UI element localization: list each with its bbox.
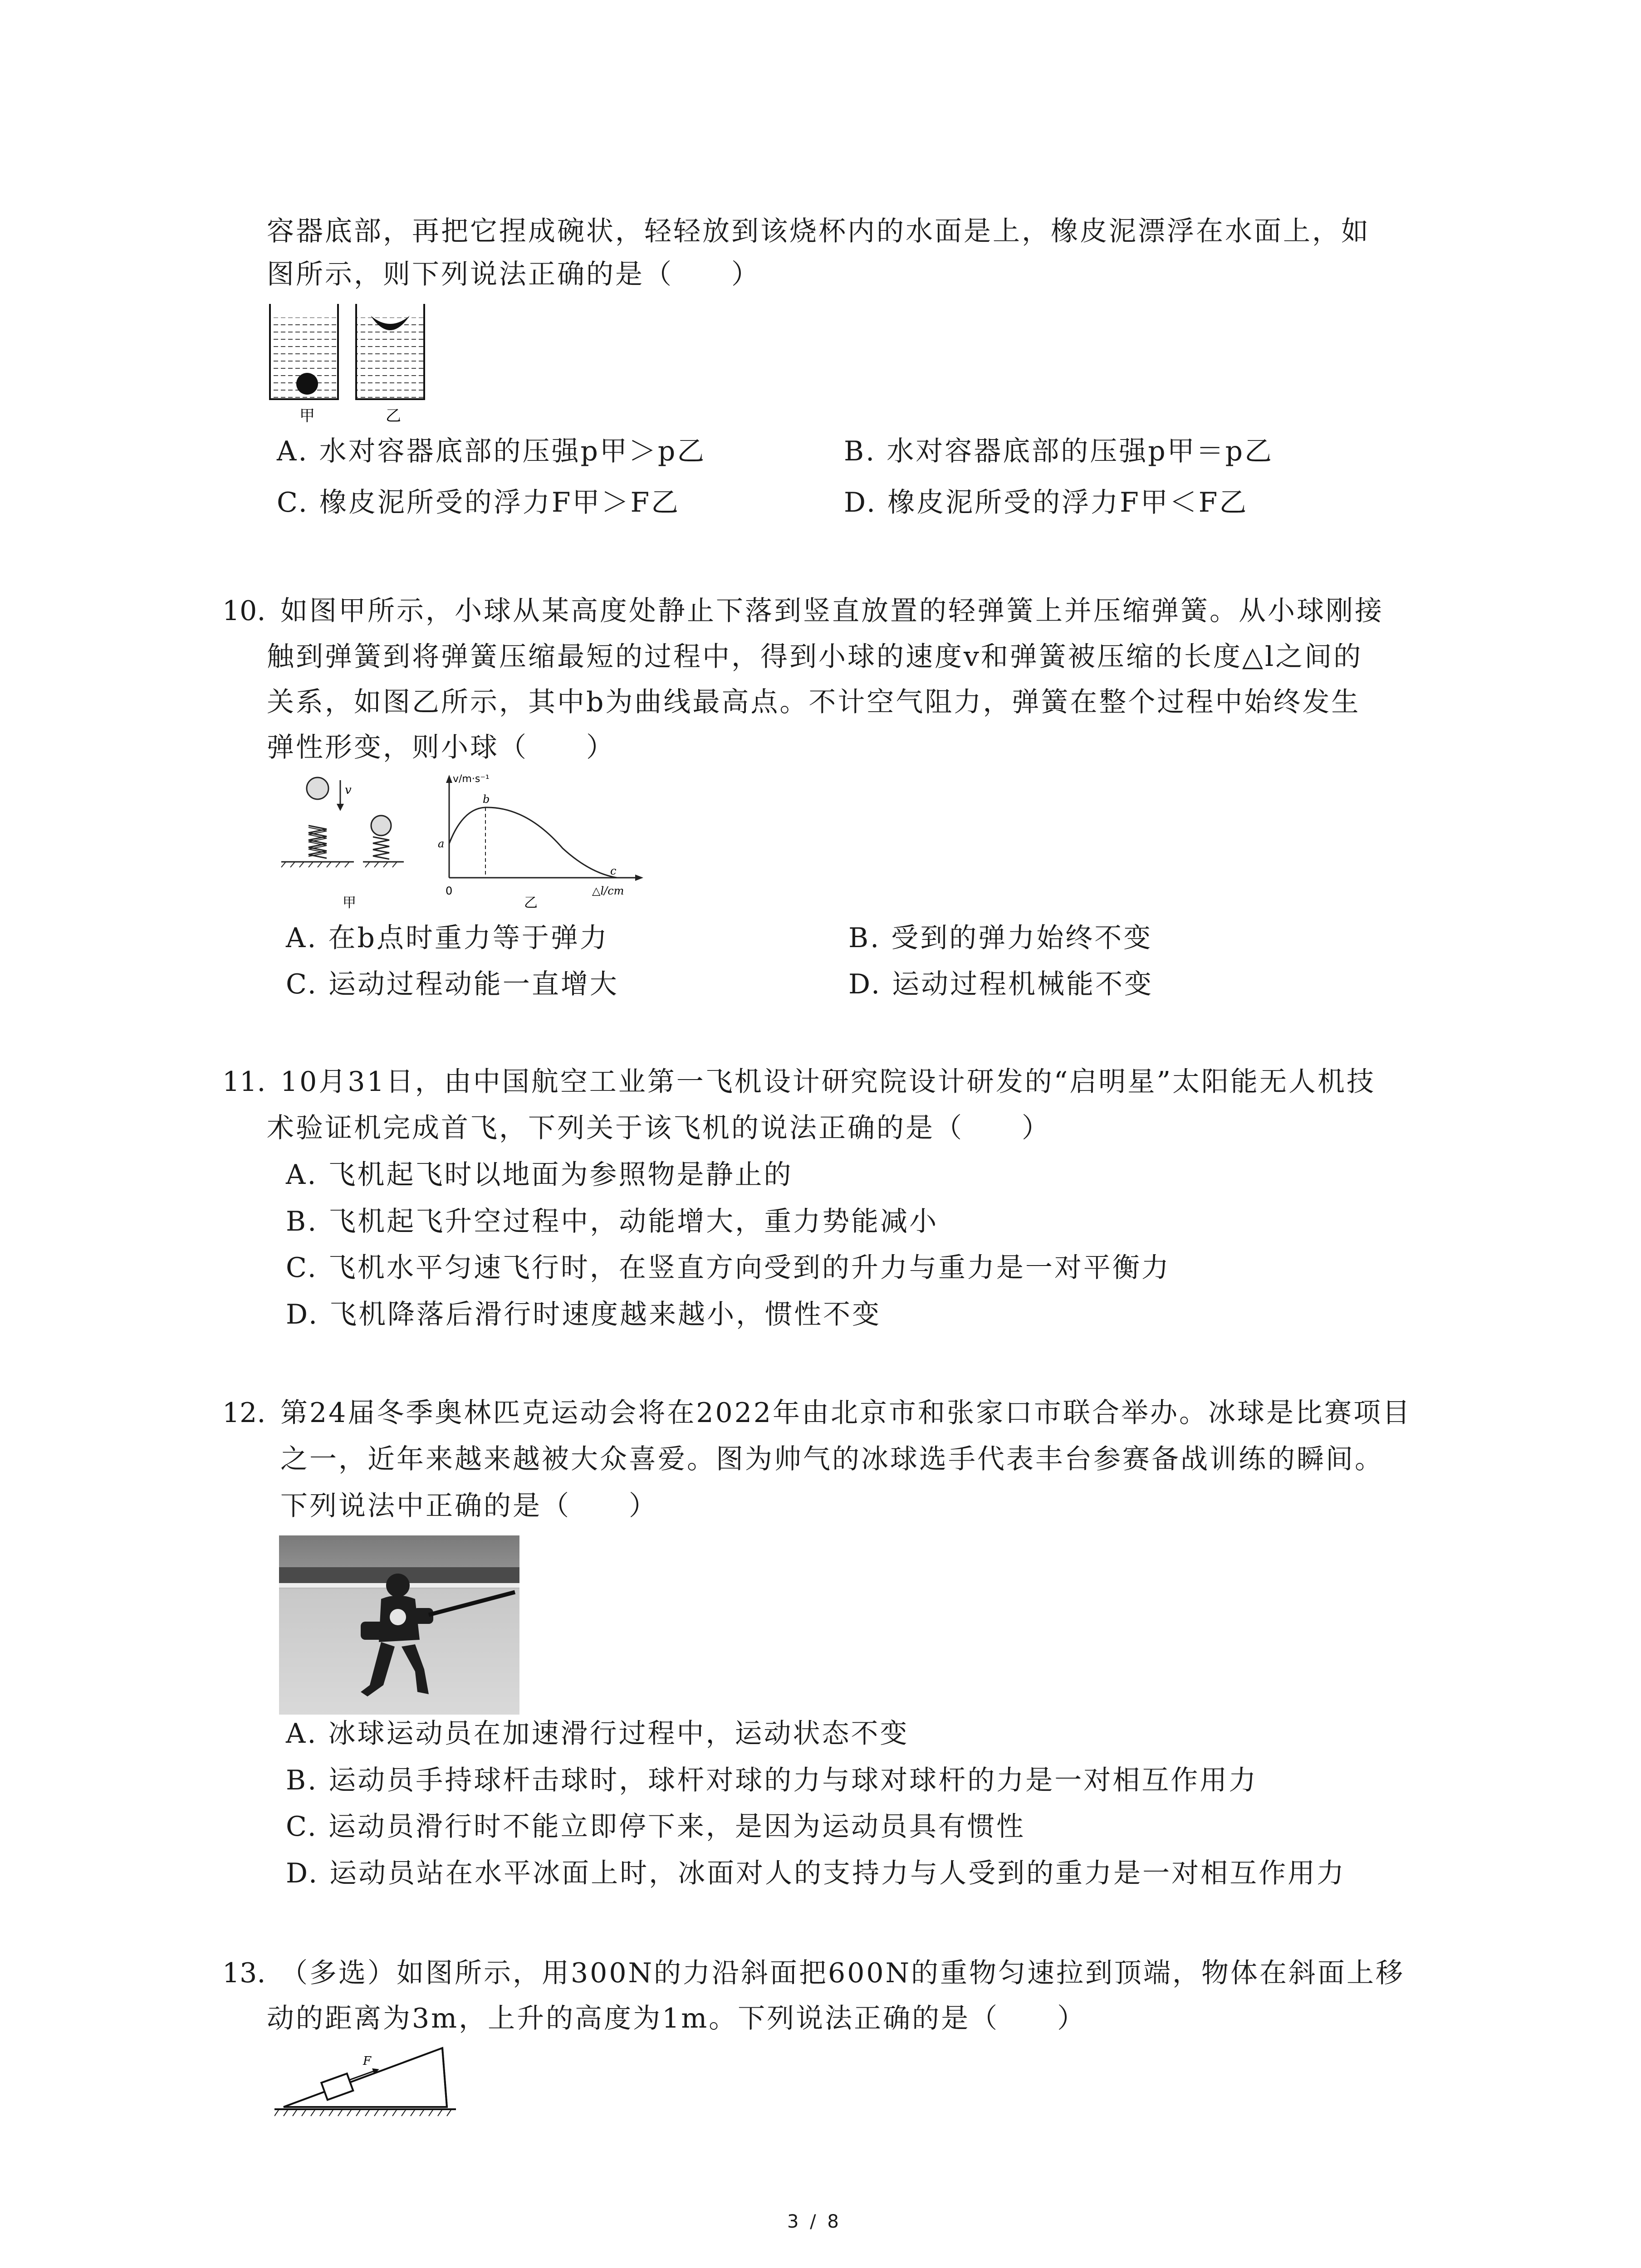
- q11-line-2: 术验证机完成首飞，下列关于该飞机的说法正确的是（ ）: [267, 1112, 1051, 1144]
- q13-incline-figure: [274, 2046, 465, 2123]
- q10-option-d: D. 运动过程机械能不变: [848, 968, 1154, 1000]
- force-label: F: [363, 2054, 372, 2068]
- spring-figure-jia: [281, 777, 404, 911]
- q10-line-3: 关系，如图乙所示，其中b为曲线最高点。不计空气阻力，弹簧在整个过程中始终发生: [267, 686, 1361, 718]
- q9-option-b: B. 水对容器底部的压强p甲＝p乙: [844, 435, 1274, 467]
- q9-option-d: D. 橡皮泥所受的浮力F甲＜F乙: [844, 487, 1249, 518]
- beaker-jia: [270, 304, 338, 399]
- q11-number: 11.: [222, 1066, 266, 1098]
- q10-line-4: 弹性形变，则小球（ ）: [267, 732, 615, 763]
- q9-line-2: 图所示，则下列说法正确的是（ ）: [267, 259, 760, 290]
- label-yi: 乙: [386, 407, 401, 425]
- svg-text:0: 0: [446, 885, 453, 897]
- svg-text:b: b: [483, 793, 490, 806]
- q12-option-a: A. 冰球运动员在加速滑行过程中，运动状态不变: [286, 1718, 909, 1750]
- svg-text:△l/cm: △l/cm: [592, 885, 624, 897]
- q9-beakers-figure: [265, 299, 438, 426]
- q10-option-a: A. 在b点时重力等于弹力: [286, 922, 609, 954]
- q11-line-1: 10月31日，由中国航空工业第一飞机设计研究院设计研发的“启明星”太阳能无人机技: [280, 1066, 1376, 1098]
- svg-text:甲: 甲: [343, 895, 356, 911]
- q12-hockey-player-photo: [279, 1535, 519, 1715]
- q11-option-a: A. 飞机起飞时以地面为参照物是静止的: [286, 1159, 793, 1191]
- q11-option-d: D. 飞机降落后滑行时速度越来越小，惯性不变: [286, 1299, 882, 1330]
- q12-number: 12.: [222, 1397, 266, 1429]
- q12-line-3: 下列说法中正确的是（ ）: [280, 1490, 658, 1522]
- q9-option-c: C. 橡皮泥所受的浮力F甲＞F乙: [277, 487, 681, 518]
- q12-line-2: 之一，近年来越来越被大众喜爱。图为帅气的冰球选手代表丰台参赛备战训练的瞬间。: [280, 1443, 1384, 1475]
- svg-text:c: c: [610, 865, 617, 877]
- clay-ball: [296, 373, 318, 395]
- q13-number: 13.: [222, 1957, 266, 1989]
- q11-option-b: B. 飞机起飞升空过程中，动能增大，重力势能减小: [286, 1206, 939, 1237]
- q13-line-1: （多选）如图所示，用300N的力沿斜面把600N的重物匀速拉到顶端，物体在斜面上移: [280, 1957, 1405, 1989]
- svg-text:v: v: [345, 783, 352, 797]
- label-jia: 甲: [299, 407, 315, 425]
- velocity-graph-yi: [438, 773, 643, 911]
- q10-line-1: 如图甲所示，小球从某高度处静止下落到竖直放置的轻弹簧上并压缩弹簧。从小球刚接: [280, 595, 1384, 627]
- q12-option-d: D. 运动员站在水平冰面上时，冰面对人的支持力与人受到的重力是一对相互作用力: [286, 1857, 1346, 1889]
- q10-option-b: B. 受到的弹力始终不变: [848, 922, 1153, 954]
- q10-number: 10.: [222, 595, 266, 627]
- q13-line-2: 动的距离为3m，上升的高度为1m。下列说法正确的是（ ）: [267, 2003, 1087, 2034]
- q12-option-c: C. 运动员滑行时不能立即停下来，是因为运动员具有惯性: [286, 1811, 1025, 1843]
- q10-line-2: 触到弹簧到将弹簧压缩最短的过程中，得到小球的速度v和弹簧被压缩的长度△l之间的: [267, 641, 1363, 673]
- q10-spring-graph-figure: [272, 771, 644, 921]
- beaker-yi: [356, 304, 424, 399]
- q12-option-b: B. 运动员手持球杆击球时，球杆对球的力与球对球杆的力是一对相互作用力: [286, 1765, 1258, 1796]
- svg-text:v/m·s⁻¹: v/m·s⁻¹: [453, 773, 490, 785]
- svg-text:a: a: [438, 837, 445, 850]
- q10-option-c: C. 运动过程动能一直增大: [286, 968, 619, 1000]
- q11-option-c: C. 飞机水平匀速飞行时，在竖直方向受到的升力与重力是一对平衡力: [286, 1252, 1171, 1284]
- svg-text:乙: 乙: [524, 895, 538, 911]
- q12-line-1: 第24届冬季奥林匹克运动会将在2022年由北京市和张家口市联合举办。冰球是比赛项目: [280, 1397, 1412, 1429]
- q9-line-1: 容器底部，再把它捏成碗状，轻轻放到该烧杯内的水面是上，橡皮泥漂浮在水面上，如: [267, 215, 1370, 247]
- page-number: 3 / 8: [787, 2211, 842, 2232]
- q9-option-a: A. 水对容器底部的压强p甲＞p乙: [277, 435, 706, 467]
